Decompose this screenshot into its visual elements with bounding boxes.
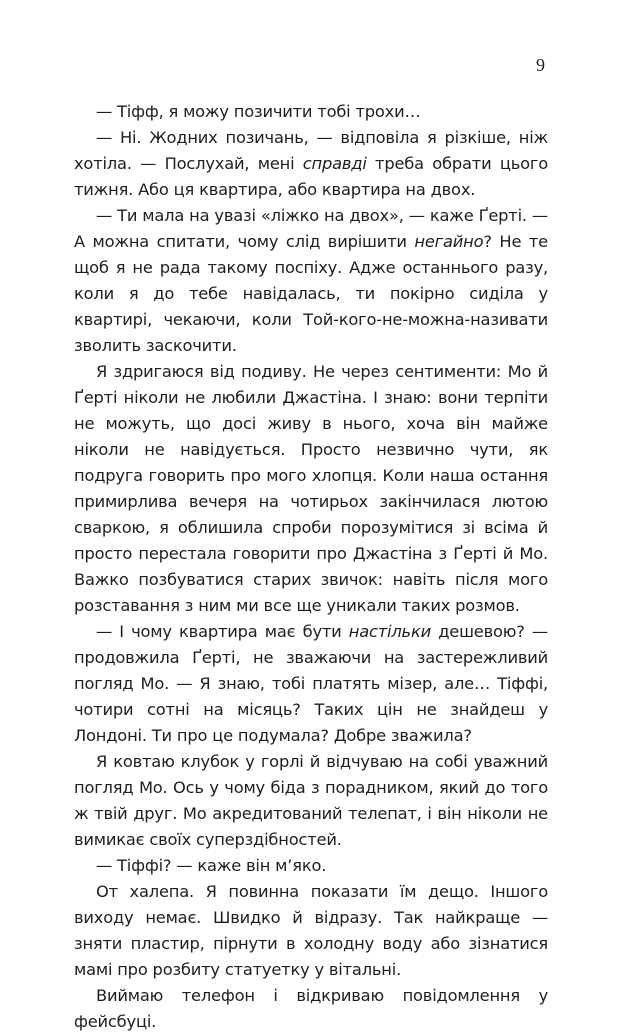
text-run: — Ні. Жодних позичань, — відповіла я різкіше, ніж хотіла. — Послухай, мені bbox=[74, 128, 548, 173]
paragraph bbox=[74, 99, 548, 125]
text-run: — І чому квартира має бути bbox=[96, 622, 349, 641]
paragraph bbox=[74, 359, 548, 619]
text-run: От халепа. Я повинна показати їм дещо. Іншого виходу немає. Швидко й відразу. Так найкраще — зняти пластир, пірнути в холодну воду або зізнатися мамі про розбиту статуетку у вітальні. bbox=[74, 882, 548, 979]
body-text bbox=[74, 99, 548, 1035]
text-run: Я здригаюся від подиву. Не через сентименти: Мо й Ґерті ніколи не любили Джастіна. І знаю: вони терпіти не можуть, що досі живу в нього, хоча він майже ніколи не навідується. Просто незвично чути, як подруга говорить про мого хлопця. Коли наша остання примирлива вечеря на чотирьох закінчилася лютою сваркою, я облишила спроби порозумітися зі всіма й просто перестала говорити про Джастіна з Ґерті й Мо. Важко позбуватися старих звичок: навіть після мого розставання з ним ми все ще уникали таких розмов. bbox=[74, 362, 548, 615]
paragraph bbox=[74, 125, 548, 203]
text-run: дешевою? — продовжила Ґерті, не зважаючи на застережливий погляд Мо. — Я знаю, тобі платять мізер, але… Тіффі, чотири сотні на місяць? Таких цін не знайдеш у Лондоні. Ти про це подумала? Добре зважила? bbox=[74, 622, 548, 745]
text-run: Я ковтаю клубок у горлі й відчуваю на собі уважний погляд Мо. Ось у чому біда з порадником, який до того ж твій друг. Мо акредитований телепат, і він ніколи не вимикає своїх суперздібностей. bbox=[74, 752, 548, 849]
paragraph bbox=[74, 203, 548, 359]
paragraph bbox=[74, 749, 548, 853]
paragraph bbox=[74, 619, 548, 749]
page-number: 9 bbox=[536, 55, 545, 75]
text-run: треба обрати цього тижня. Або ця квартира, або квартира на двох. bbox=[74, 154, 548, 199]
paragraph bbox=[74, 879, 548, 983]
text-run: — Тіффі? — каже він м’яко. bbox=[96, 856, 327, 875]
text-run: ? Не те щоб я не рада такому поспіху. Адже останнього разу, коли я до тебе навідалась, ти покірно сиділа у квартирі, чекаючи, коли Той-кого-не-можна-називати зволить заскочити. bbox=[74, 232, 549, 355]
text-run: Виймаю телефон і відкриваю повідомлення у фейсбуці. bbox=[74, 986, 548, 1031]
emphasis-text: справді bbox=[302, 154, 367, 173]
emphasis-text: негайно bbox=[414, 232, 484, 251]
paragraph bbox=[74, 853, 548, 879]
text-run: — Тіфф, я можу позичити тобі трохи… bbox=[96, 102, 421, 121]
emphasis-text: настільки bbox=[348, 622, 431, 641]
text-run: — Ти мала на увазі «ліжко на двох», — каже Ґерті. — А можна спитати, чому слід вирішити bbox=[74, 206, 548, 251]
paragraph bbox=[74, 983, 548, 1035]
